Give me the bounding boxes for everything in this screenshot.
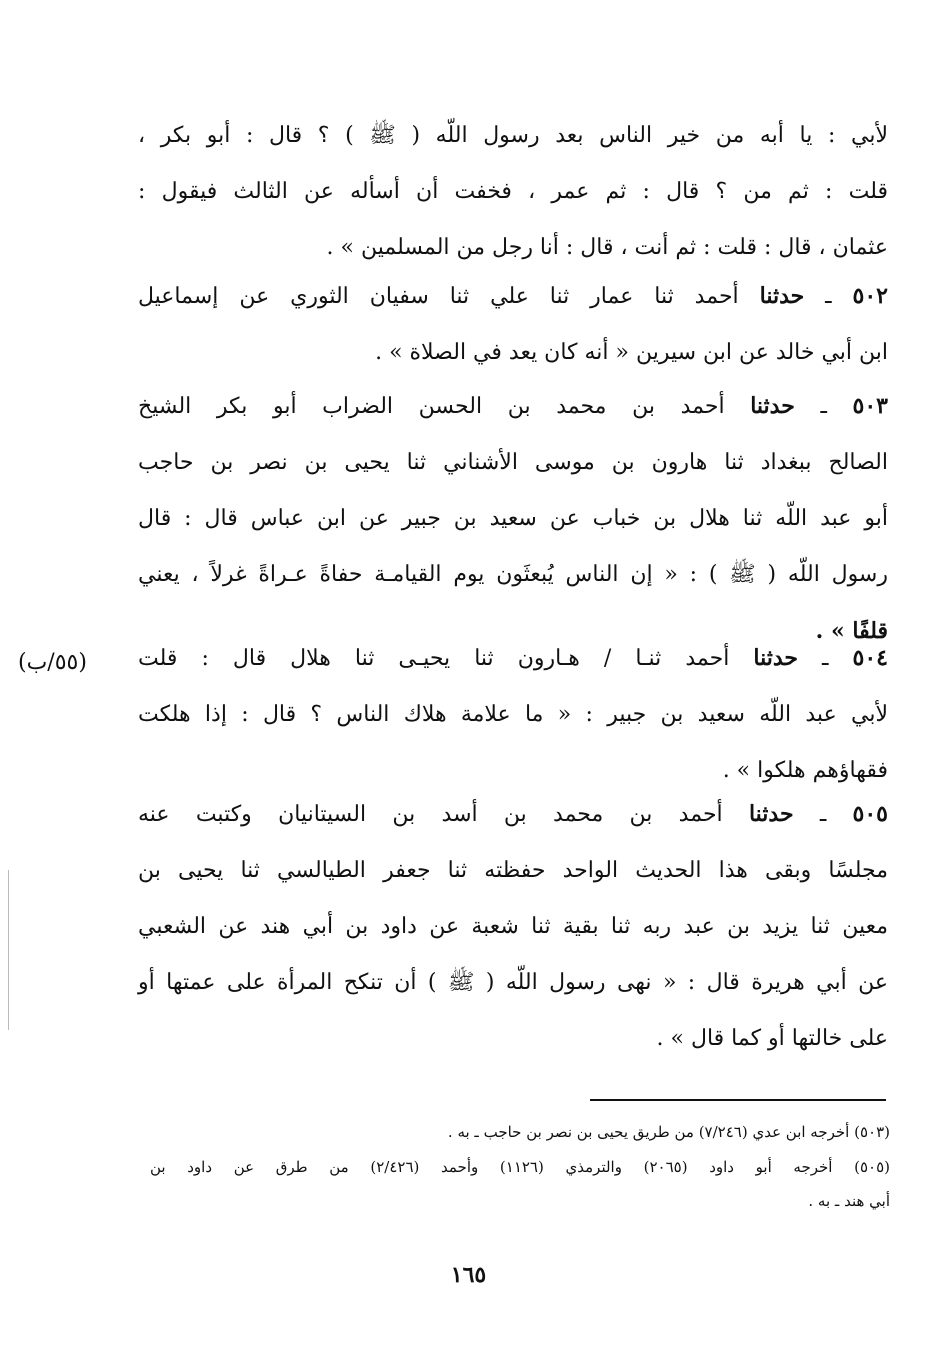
footnote-line: (٥٠٣) أخرجه ابن عدي (٧/٢٤٦) من طريق يحيى بن نصر بن حاجب ـ به . (447, 1123, 890, 1141)
text-segment: أحمد ثنـا / هـارون ثنا يحيـى ثنا هلال قال : قلت (138, 646, 730, 671)
hadith-number: ٥٠٤ (852, 645, 888, 671)
hadith-502 (138, 268, 888, 381)
text-line: الصالح ببغداد ثنا هارون بن موسى الأشناني ثنا يحيى بن نصر بن حاجب (138, 450, 888, 475)
hadith-number: ٥٠٣ (852, 393, 888, 419)
hadith-505 (138, 786, 888, 1067)
text-line: أبو عبد اللّه ثنا هلال بن خباب عن سعيد بن جبير عن ابن عباس قال : قال (138, 506, 888, 531)
text-line: ٥٠٣ ـ حدثنا أحمد بن محمد بن الحسن الضراب أبو بكر الشيخ (138, 393, 888, 419)
text-line: على خالتها أو كما قال » . (656, 1026, 888, 1051)
text-line: رسول اللّه ( ﷺ ) : « إن الناس يُبعثَون يوم القيامـة حفاةً عـراةً غرلاً ، يعني (138, 562, 888, 587)
footnote-503 (150, 1115, 890, 1149)
text-line: فقهاؤهم هلكوا » . (722, 758, 888, 783)
text-line: عثمان ، قال : قلت : ثم أنت ، قال : أنا رجل من المسلمين » . (326, 235, 888, 260)
hadith-number: ٥٠٥ (852, 801, 888, 827)
text-line: ابن أبي خالد عن ابن سيرين « أنه كان يعد في الصلاة » . (375, 340, 888, 365)
text-line: ٥٠٢ ـ حدثنا أحمد ثنا عمار ثنا علي ثنا سفيان الثوري عن إسماعيل (138, 283, 888, 309)
hadith-head: حدثنا (750, 393, 795, 419)
text-line: ٥٠٤ ـ حدثنا أحمد ثنـا / هـارون ثنا يحيـى ثنا هلال قال : قلت (138, 645, 888, 671)
text-line: لأبي : يا أبه من خير الناس بعد رسول اللّه ( ﷺ ) ؟ قال : أبو بكر ، (138, 123, 888, 148)
footnote-line: أبي هند ـ به . (808, 1192, 890, 1210)
manuscript-folio-note: (٥٥/ب) (18, 650, 87, 675)
hadith-head: حدثنا (748, 801, 794, 827)
hadith-504 (138, 630, 888, 799)
page-number: ١٦٥ (450, 1262, 487, 1288)
paragraph-continuation (138, 108, 888, 276)
text-line: ٥٠٥ ـ حدثنا أحمد بن محمد بن أسد بن السيتانيان وكتبت عنه (138, 801, 888, 827)
hadith-number: ٥٠٢ (852, 283, 888, 309)
text-segment: أحمد بن محمد بن أسد بن السيتانيان وكتبت عنه (138, 802, 723, 827)
footnote-505 (150, 1150, 890, 1218)
scan-artifact-line (8, 870, 9, 1030)
text-segment: أحمد بن محمد بن الحسن الضراب أبو بكر الشيخ (138, 394, 725, 419)
footnote-line: (٥٠٥) أخرجه أبو داود (٢٠٦٥) والترمذي (١١٢٦) وأحمد (٢/٤٢٦) من طرق عن داود بن (150, 1158, 890, 1176)
text-line: عن أبي هريرة قال : « نهى رسول اللّه ( ﷺ ) أن تنكح المرأة على عمتها أو (138, 970, 888, 995)
hadith-503 (138, 378, 888, 659)
hadith-head: حدثنا (759, 283, 805, 309)
footnote-separator (590, 1099, 886, 1101)
text-line: قلت : ثم من ؟ قال : ثم عمر ، فخفت أن أسأله عن الثالث فيقول : (138, 179, 888, 204)
text-line: معين ثنا يزيد بن عبد ربه ثنا بقية ثنا شعبة عن داود بن أبي هند عن الشعبي (138, 914, 888, 939)
text-line: مجلسًا وبقى هذا الحديث الواحد حفظته ثنا جعفر الطيالسي ثنا يحيى بن (138, 858, 888, 883)
hadith-head: حدثنا (753, 645, 798, 671)
text-segment: أحمد ثنا عمار ثنا علي ثنا سفيان الثوري عن إسماعيل (138, 284, 739, 309)
text-line: قلفًا » . (815, 618, 888, 644)
text-line: لأبي عبد اللّه سعيد بن جبير : « ما علامة هلاك الناس ؟ قال : إذا هلكت (138, 702, 888, 727)
